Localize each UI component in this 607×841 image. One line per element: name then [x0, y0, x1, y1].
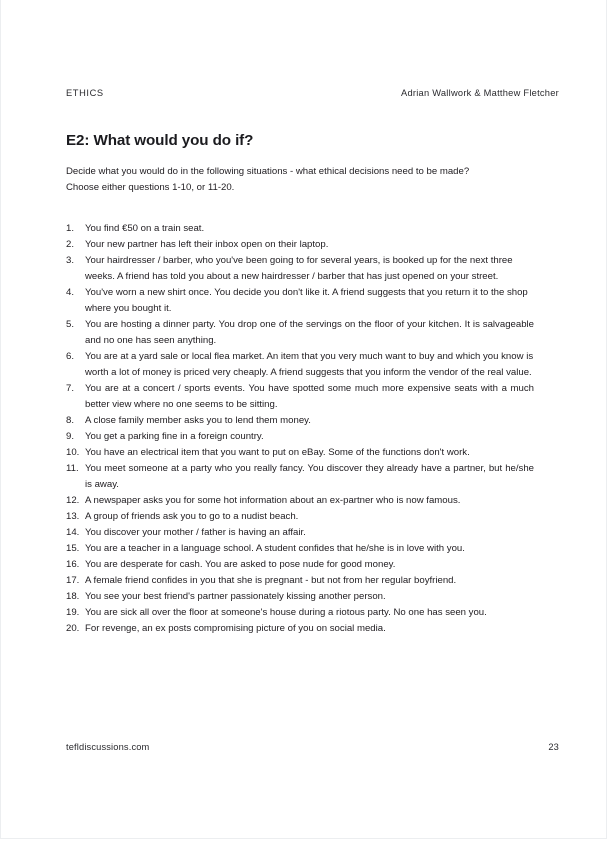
question-text: You are at a concert / sports events. You have spotted some much more expensive seats with a much better view where no one seems to be sitting.: [85, 383, 534, 410]
question-item: [66, 221, 534, 237]
question-number: 12.: [66, 495, 80, 506]
instructions-line: Choose either questions 1-10, or 11-20.: [66, 182, 235, 193]
question-item: [66, 429, 534, 445]
question-item: [66, 605, 534, 621]
question-item: [66, 237, 534, 253]
question-item: [66, 413, 534, 429]
question-number: 6.: [66, 351, 75, 362]
running-header: [66, 88, 559, 98]
question-text: A close family member asks you to lend them money.: [85, 415, 311, 426]
question-item: [66, 557, 534, 573]
question-item: [66, 541, 534, 557]
question-item: [66, 509, 534, 525]
question-number: 4.: [66, 287, 75, 298]
page-title: E2: What would you do if?: [66, 132, 254, 149]
question-number: 7.: [66, 383, 75, 394]
question-number: 2.: [66, 239, 75, 250]
question-number: 1.: [66, 223, 75, 234]
question-text: You are at a yard sale or local flea market. An item that you very much want to buy and which you know is worth a lot of money is priced very cheaply. A friend suggests that you inform the vendor of the real value.: [85, 351, 534, 378]
question-item: [66, 381, 534, 413]
header-section-title: ETHICS: [66, 88, 104, 98]
question-number: 8.: [66, 415, 75, 426]
running-footer: [66, 742, 559, 752]
question-text: Your new partner has left their inbox open on their laptop.: [85, 239, 329, 250]
question-text: You discover your mother / father is having an affair.: [85, 527, 306, 538]
question-number: 13.: [66, 511, 80, 522]
header-authors: Adrian Wallwork & Matthew Fletcher: [401, 88, 559, 98]
question-text: A newspaper asks you for some hot information about an ex-partner who is now famous.: [85, 495, 461, 506]
question-text: You are hosting a dinner party. You drop one of the servings on the floor of your kitchen. It is salvageable and no one has seen anything.: [85, 319, 534, 346]
question-number: 19.: [66, 607, 80, 618]
question-text: You have an electrical item that you want to put on eBay. Some of the functions don't work.: [85, 447, 470, 458]
question-number: 16.: [66, 559, 80, 570]
question-text: A group of friends ask you to go to a nudist beach.: [85, 511, 299, 522]
footer-website: tefldiscussions.com: [66, 742, 150, 752]
question-text: You are sick all over the floor at someone's house during a riotous party. No one has seen you.: [85, 607, 487, 618]
question-item: [66, 493, 534, 509]
question-item: [66, 525, 534, 541]
question-item: [66, 621, 534, 637]
question-number: 20.: [66, 623, 80, 634]
question-item: [66, 461, 534, 493]
question-number: 17.: [66, 575, 80, 586]
question-item: [66, 317, 534, 349]
question-item: [66, 285, 534, 317]
question-text: You are desperate for cash. You are asked to pose nude for good money.: [85, 559, 396, 570]
question-item: [66, 589, 534, 605]
question-text: A female friend confides in you that she is pregnant - but not from her regular boyfriend.: [85, 575, 457, 586]
question-text: You are a teacher in a language school. A student confides that he/she is in love with you.: [85, 543, 465, 554]
questions-list: [66, 221, 534, 637]
question-text: You find €50 on a train seat.: [85, 223, 205, 234]
question-number: 9.: [66, 431, 75, 442]
question-number: 10.: [66, 447, 80, 458]
question-item: [66, 445, 534, 461]
question-number: 5.: [66, 319, 75, 330]
question-item: [66, 349, 534, 381]
instructions: [66, 164, 546, 196]
question-number: 11.: [66, 463, 79, 474]
question-number: 15.: [66, 543, 80, 554]
question-text: For revenge, an ex posts compromising picture of you on social media.: [85, 623, 386, 634]
question-number: 3.: [66, 255, 75, 266]
question-text: You see your best friend's partner passionately kissing another person.: [85, 591, 386, 602]
question-item: [66, 253, 534, 285]
question-text: You get a parking fine in a foreign country.: [85, 431, 264, 442]
instructions-line: Decide what you would do in the following situations - what ethical decisions need to be made?: [66, 166, 470, 177]
question-item: [66, 573, 534, 589]
question-text: You meet someone at a party who you really fancy. You discover they already have a partner, but he/she is away.: [85, 463, 534, 490]
footer-page-number: 23: [548, 742, 559, 752]
question-text: Your hairdresser / barber, who you've been going to for several years, is booked up for the next three weeks. A friend has told you about a new hairdresser / barber that has just opened on your street.: [85, 255, 513, 282]
question-number: 14.: [66, 527, 80, 538]
question-number: 18.: [66, 591, 80, 602]
question-text: You've worn a new shirt once. You decide you don't like it. A friend suggests that you return it to the shop where you bought it.: [85, 287, 528, 314]
